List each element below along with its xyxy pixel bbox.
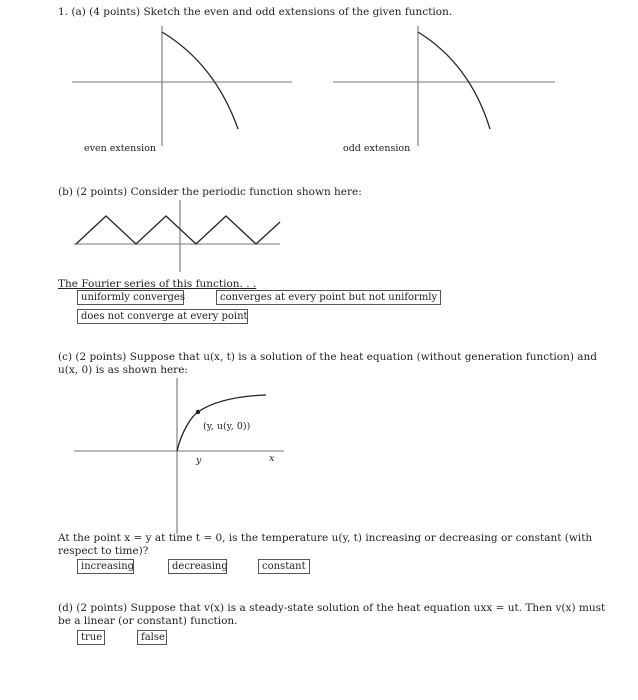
- option-false[interactable]: false: [137, 630, 167, 645]
- question-1c-prompt-line2: respect to time)?: [58, 545, 149, 557]
- even-extension-label: even extension: [84, 143, 157, 154]
- option-does-not-converge[interactable]: does not converge at every point: [77, 309, 248, 324]
- odd-extension-graph: [330, 24, 570, 154]
- even-extension-graph: [60, 24, 300, 154]
- question-1c-prompt-line1: At the point x = y at time t = 0, is the temperature u(y, t) increasing or decreasing or constant (with: [58, 532, 593, 544]
- question-1d-text-line2: be a linear (or constant) function.: [58, 615, 238, 627]
- periodic-function-graph: [68, 198, 288, 274]
- option-decreasing[interactable]: decreasing: [168, 559, 227, 574]
- question-1c-text-line2: u(x, 0) is as shown here:: [58, 364, 188, 376]
- question-1c-text-line1: (c) (2 points) Suppose that u(x, t) is a solution of the heat equation (without generation function) and: [58, 351, 598, 363]
- odd-extension-label: odd extension: [343, 143, 411, 154]
- option-constant[interactable]: constant: [258, 559, 310, 574]
- y-tick-label: y: [196, 455, 202, 466]
- triangle-wave: [76, 216, 280, 244]
- option-uniformly-converges[interactable]: uniformly converges: [77, 290, 184, 305]
- question-1a-text: 1. (a) (4 points) Sketch the even and odd extensions of the given function.: [58, 6, 453, 18]
- x-axis-label: x: [269, 453, 275, 464]
- given-function-curve: [162, 32, 238, 129]
- initial-condition-graph: [70, 378, 290, 538]
- given-function-curve: [418, 32, 490, 129]
- question-1b-text: (b) (2 points) Consider the periodic function shown here:: [58, 186, 362, 198]
- question-1d-text-line1: (d) (2 points) Suppose that v(x) is a steady-state solution of the heat equation uxx = ut. Then v(x) must: [58, 602, 606, 614]
- option-converges-not-uniformly[interactable]: converges at every point but not uniformly: [216, 290, 441, 305]
- point-label: (y, u(y, 0)): [203, 421, 251, 432]
- fourier-series-text: The Fourier series of this function. . .: [58, 278, 257, 290]
- option-true[interactable]: true: [77, 630, 105, 645]
- point-y-u-y-0: [196, 410, 200, 414]
- option-increasing[interactable]: increasing: [77, 559, 134, 574]
